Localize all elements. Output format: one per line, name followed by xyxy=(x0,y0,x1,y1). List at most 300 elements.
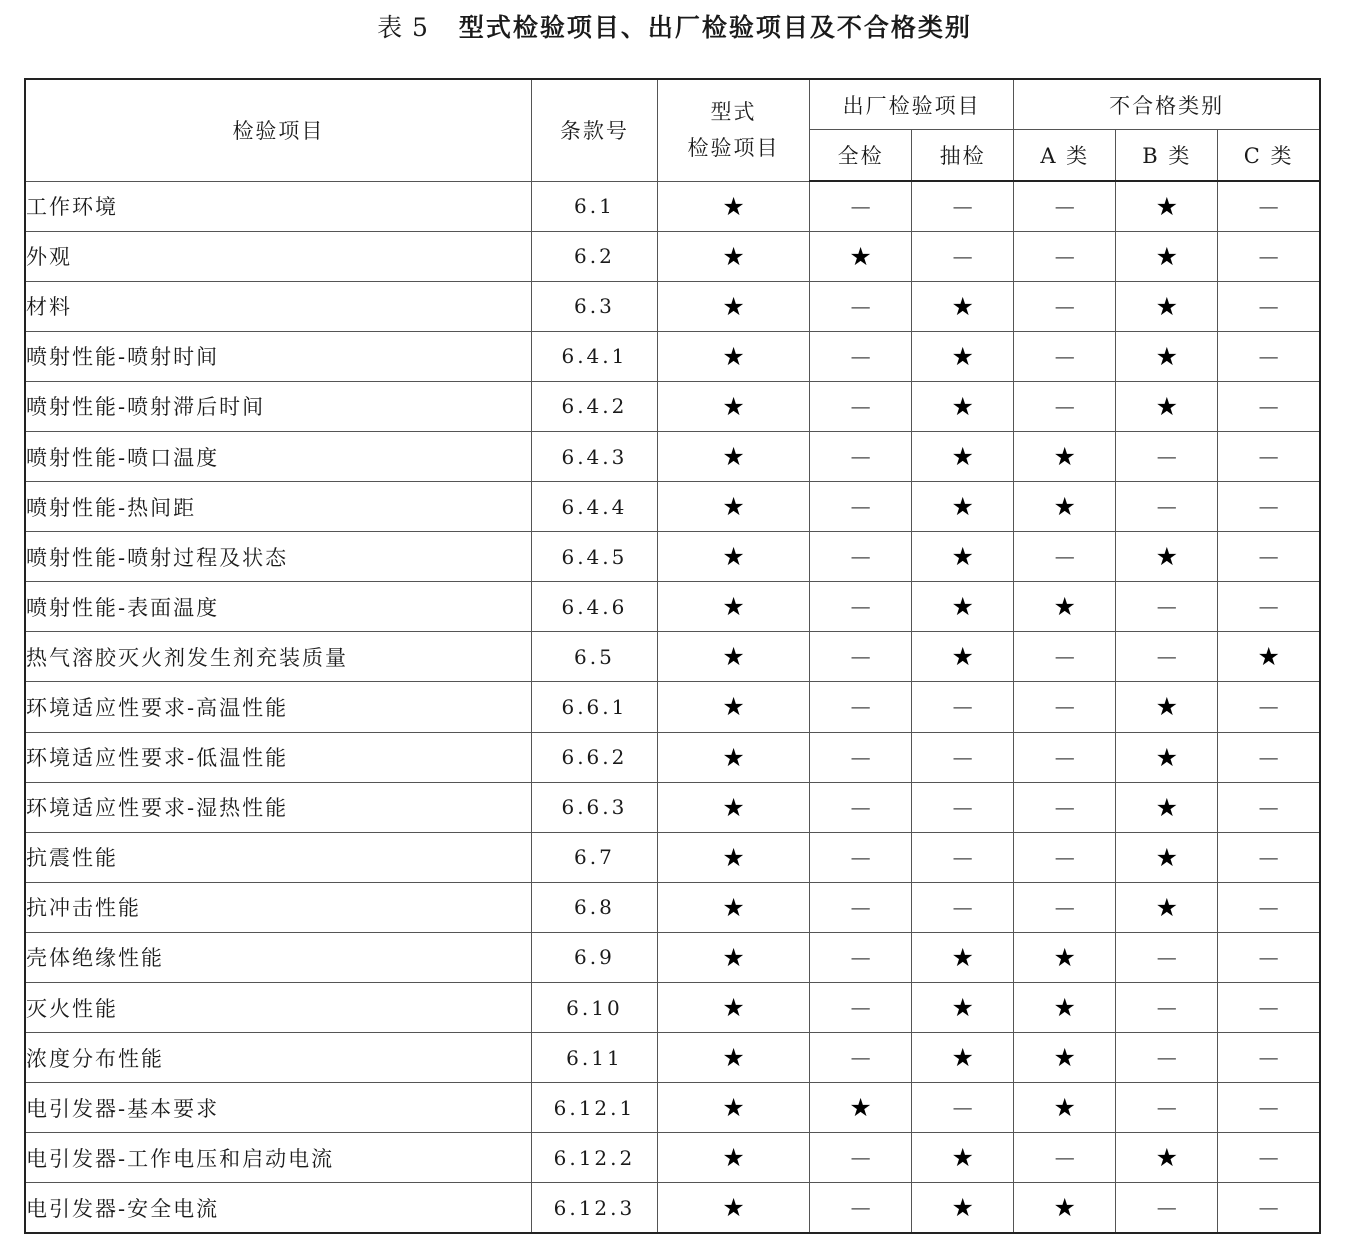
mark-type-test xyxy=(657,882,809,932)
mark-type-test xyxy=(657,782,809,832)
mark-sample-check xyxy=(912,682,1014,732)
dash-mark-icon: — xyxy=(952,794,973,819)
dash-mark-icon: — xyxy=(850,193,871,218)
mark-type-test xyxy=(657,331,809,381)
dash-mark-icon: — xyxy=(1258,744,1279,769)
mark-class-b xyxy=(1116,882,1218,932)
star-mark-icon: ★ xyxy=(722,993,745,1023)
dash-mark-icon: — xyxy=(850,444,871,469)
table-row xyxy=(25,832,1320,882)
star-mark-icon: ★ xyxy=(1155,542,1178,572)
table-row xyxy=(25,782,1320,832)
table-title: 型式检验项目、出厂检验项目及不合格类别 xyxy=(458,13,972,42)
star-mark-icon: ★ xyxy=(722,241,745,271)
dash-mark-icon: — xyxy=(1258,544,1279,569)
cell-clause: 6.8 xyxy=(531,882,657,932)
cell-clause: 6.7 xyxy=(531,832,657,882)
star-mark-icon: ★ xyxy=(951,993,974,1023)
dash-mark-icon: — xyxy=(1258,193,1279,218)
dash-mark-icon: — xyxy=(1156,1045,1177,1070)
cell-clause: 6.1 xyxy=(531,181,657,231)
mark-class-b xyxy=(1116,732,1218,782)
cell-clause: 6.9 xyxy=(531,932,657,982)
cell-item: 壳体绝缘性能 xyxy=(25,932,531,982)
dash-mark-icon: — xyxy=(850,594,871,619)
mark-class-a xyxy=(1014,1083,1116,1133)
mark-sample-check xyxy=(912,482,1014,532)
dash-mark-icon: — xyxy=(1054,393,1075,418)
cell-clause: 6.3 xyxy=(531,281,657,331)
cell-clause: 6.12.1 xyxy=(531,1083,657,1133)
mark-class-b xyxy=(1116,1133,1218,1183)
star-mark-icon: ★ xyxy=(1155,291,1178,321)
mark-sample-check xyxy=(912,1183,1014,1233)
dash-mark-icon: — xyxy=(1054,894,1075,919)
cell-item: 电引发器-安全电流 xyxy=(25,1183,531,1233)
dash-mark-icon: — xyxy=(1156,995,1177,1020)
mark-class-c xyxy=(1218,682,1320,732)
star-mark-icon: ★ xyxy=(722,892,745,922)
dash-mark-icon: — xyxy=(850,293,871,318)
cell-clause: 6.6.3 xyxy=(531,782,657,832)
mark-type-test xyxy=(657,732,809,782)
mark-full-check xyxy=(810,582,912,632)
mark-class-b xyxy=(1116,231,1218,281)
header-class-b: B 类 xyxy=(1116,130,1218,182)
table-row xyxy=(25,231,1320,281)
mark-class-a xyxy=(1014,983,1116,1033)
mark-class-c xyxy=(1218,1033,1320,1083)
dash-mark-icon: — xyxy=(1258,1045,1279,1070)
mark-class-b xyxy=(1116,983,1218,1033)
star-mark-icon: ★ xyxy=(951,291,974,321)
mark-class-a xyxy=(1014,532,1116,582)
table-row xyxy=(25,331,1320,381)
table-row xyxy=(25,1133,1320,1183)
mark-type-test xyxy=(657,1083,809,1133)
dash-mark-icon: — xyxy=(1258,343,1279,368)
mark-full-check xyxy=(810,181,912,231)
dash-mark-icon: — xyxy=(850,644,871,669)
dash-mark-icon: — xyxy=(1258,444,1279,469)
cell-item: 电引发器-基本要求 xyxy=(25,1083,531,1133)
star-mark-icon: ★ xyxy=(722,742,745,772)
star-mark-icon: ★ xyxy=(1155,1143,1178,1173)
star-mark-icon: ★ xyxy=(722,442,745,472)
mark-type-test xyxy=(657,1133,809,1183)
mark-class-b xyxy=(1116,932,1218,982)
mark-full-check xyxy=(810,431,912,481)
star-mark-icon: ★ xyxy=(1053,1043,1076,1073)
cell-clause: 6.6.2 xyxy=(531,732,657,782)
mark-class-a xyxy=(1014,1183,1116,1233)
mark-full-check xyxy=(810,381,912,431)
star-mark-icon: ★ xyxy=(722,642,745,672)
mark-full-check xyxy=(810,882,912,932)
mark-sample-check xyxy=(912,932,1014,982)
dash-mark-icon: — xyxy=(850,694,871,719)
mark-class-b xyxy=(1116,1033,1218,1083)
mark-type-test xyxy=(657,682,809,732)
star-mark-icon: ★ xyxy=(1155,792,1178,822)
star-mark-icon: ★ xyxy=(722,1043,745,1073)
cell-clause: 6.6.1 xyxy=(531,682,657,732)
table-row xyxy=(25,431,1320,481)
mark-class-a xyxy=(1014,281,1116,331)
mark-class-b xyxy=(1116,1183,1218,1233)
table-header xyxy=(25,79,1320,181)
star-mark-icon: ★ xyxy=(722,291,745,321)
dash-mark-icon: — xyxy=(1258,794,1279,819)
mark-type-test xyxy=(657,1183,809,1233)
mark-type-test xyxy=(657,231,809,281)
dash-mark-icon: — xyxy=(1258,1195,1279,1220)
dash-mark-icon: — xyxy=(1054,644,1075,669)
header-item: 检验项目 xyxy=(25,79,531,181)
dash-mark-icon: — xyxy=(850,393,871,418)
star-mark-icon: ★ xyxy=(1053,1193,1076,1223)
mark-class-b xyxy=(1116,381,1218,431)
mark-class-b xyxy=(1116,632,1218,682)
cell-item: 工作环境 xyxy=(25,181,531,231)
dash-mark-icon: — xyxy=(952,243,973,268)
mark-sample-check xyxy=(912,181,1014,231)
dash-mark-icon: — xyxy=(1258,844,1279,869)
dash-mark-icon: — xyxy=(1258,694,1279,719)
mark-type-test xyxy=(657,281,809,331)
header-class-a: A 类 xyxy=(1014,130,1116,182)
dash-mark-icon: — xyxy=(850,744,871,769)
mark-full-check xyxy=(810,732,912,782)
mark-class-c xyxy=(1218,431,1320,481)
dash-mark-icon: — xyxy=(1156,594,1177,619)
star-mark-icon: ★ xyxy=(722,592,745,622)
mark-class-c xyxy=(1218,532,1320,582)
cell-item: 喷射性能-热间距 xyxy=(25,482,531,532)
star-mark-icon: ★ xyxy=(1155,842,1178,872)
dash-mark-icon: — xyxy=(952,894,973,919)
dash-mark-icon: — xyxy=(1156,1095,1177,1120)
mark-class-b xyxy=(1116,1083,1218,1133)
mark-sample-check xyxy=(912,1133,1014,1183)
dash-mark-icon: — xyxy=(952,694,973,719)
mark-type-test xyxy=(657,381,809,431)
cell-clause: 6.11 xyxy=(531,1033,657,1083)
star-mark-icon: ★ xyxy=(951,942,974,972)
star-mark-icon: ★ xyxy=(1155,692,1178,722)
dash-mark-icon: — xyxy=(1258,393,1279,418)
mark-class-a xyxy=(1014,632,1116,682)
mark-type-test xyxy=(657,532,809,582)
dash-mark-icon: — xyxy=(1258,594,1279,619)
mark-class-a xyxy=(1014,331,1116,381)
dash-mark-icon: — xyxy=(952,744,973,769)
table-row xyxy=(25,632,1320,682)
dash-mark-icon: — xyxy=(1054,844,1075,869)
star-mark-icon: ★ xyxy=(951,492,974,522)
table-row xyxy=(25,932,1320,982)
star-mark-icon: ★ xyxy=(951,542,974,572)
cell-item: 抗震性能 xyxy=(25,832,531,882)
dash-mark-icon: — xyxy=(850,995,871,1020)
star-mark-icon: ★ xyxy=(1155,391,1178,421)
table-number: 表 5 xyxy=(377,13,429,42)
mark-class-c xyxy=(1218,632,1320,682)
mark-full-check xyxy=(810,983,912,1033)
mark-sample-check xyxy=(912,281,1014,331)
star-mark-icon: ★ xyxy=(722,1093,745,1123)
dash-mark-icon: — xyxy=(1156,494,1177,519)
star-mark-icon: ★ xyxy=(722,191,745,221)
mark-class-c xyxy=(1218,832,1320,882)
star-mark-icon: ★ xyxy=(722,1193,745,1223)
dash-mark-icon: — xyxy=(1054,794,1075,819)
mark-sample-check xyxy=(912,431,1014,481)
cell-item: 电引发器-工作电压和启动电流 xyxy=(25,1133,531,1183)
mark-class-c xyxy=(1218,181,1320,231)
cell-item: 外观 xyxy=(25,231,531,281)
mark-full-check xyxy=(810,1033,912,1083)
dash-mark-icon: — xyxy=(1258,1095,1279,1120)
mark-full-check xyxy=(810,1183,912,1233)
dash-mark-icon: — xyxy=(850,794,871,819)
mark-class-c xyxy=(1218,482,1320,532)
mark-full-check xyxy=(810,532,912,582)
mark-full-check xyxy=(810,482,912,532)
dash-mark-icon: — xyxy=(850,844,871,869)
dash-mark-icon: — xyxy=(1156,944,1177,969)
mark-class-c xyxy=(1218,1083,1320,1133)
dash-mark-icon: — xyxy=(850,544,871,569)
mark-class-a xyxy=(1014,682,1116,732)
mark-class-c xyxy=(1218,582,1320,632)
dash-mark-icon: — xyxy=(1156,444,1177,469)
header-sample-check: 抽检 xyxy=(912,130,1014,182)
dash-mark-icon: — xyxy=(850,1045,871,1070)
cell-clause: 6.5 xyxy=(531,632,657,682)
mark-class-c xyxy=(1218,1183,1320,1233)
cell-item: 喷射性能-喷口温度 xyxy=(25,431,531,481)
star-mark-icon: ★ xyxy=(1053,492,1076,522)
mark-full-check xyxy=(810,632,912,682)
cell-clause: 6.10 xyxy=(531,983,657,1033)
dash-mark-icon: — xyxy=(952,1095,973,1120)
mark-class-b xyxy=(1116,832,1218,882)
star-mark-icon: ★ xyxy=(722,492,745,522)
cell-item: 环境适应性要求-湿热性能 xyxy=(25,782,531,832)
mark-sample-check xyxy=(912,732,1014,782)
mark-class-a xyxy=(1014,732,1116,782)
star-mark-icon: ★ xyxy=(951,391,974,421)
mark-class-b xyxy=(1116,782,1218,832)
star-mark-icon: ★ xyxy=(1155,191,1178,221)
star-mark-icon: ★ xyxy=(1155,341,1178,371)
header-type-test-line2: 检验项目 xyxy=(687,136,780,161)
star-mark-icon: ★ xyxy=(1155,892,1178,922)
mark-type-test xyxy=(657,932,809,982)
inspection-table xyxy=(24,78,1321,1234)
table-row xyxy=(25,1083,1320,1133)
star-mark-icon: ★ xyxy=(722,792,745,822)
mark-type-test xyxy=(657,1033,809,1083)
star-mark-icon: ★ xyxy=(722,341,745,371)
mark-full-check xyxy=(810,1133,912,1183)
dash-mark-icon: — xyxy=(1258,1145,1279,1170)
dash-mark-icon: — xyxy=(1054,744,1075,769)
mark-full-check xyxy=(810,331,912,381)
mark-full-check xyxy=(810,1083,912,1133)
dash-mark-icon: — xyxy=(850,343,871,368)
star-mark-icon: ★ xyxy=(849,1093,872,1123)
dash-mark-icon: — xyxy=(1258,894,1279,919)
dash-mark-icon: — xyxy=(952,193,973,218)
mark-class-a xyxy=(1014,582,1116,632)
table-row xyxy=(25,983,1320,1033)
table-row xyxy=(25,281,1320,331)
dash-mark-icon: — xyxy=(1054,243,1075,268)
table-row xyxy=(25,482,1320,532)
header-type-test xyxy=(657,79,809,181)
table-row xyxy=(25,181,1320,231)
mark-sample-check xyxy=(912,632,1014,682)
star-mark-icon: ★ xyxy=(951,1193,974,1223)
cell-item: 喷射性能-喷射滞后时间 xyxy=(25,381,531,431)
mark-sample-check xyxy=(912,882,1014,932)
star-mark-icon: ★ xyxy=(722,542,745,572)
mark-full-check xyxy=(810,832,912,882)
cell-clause: 6.4.5 xyxy=(531,532,657,582)
star-mark-icon: ★ xyxy=(722,1143,745,1173)
star-mark-icon: ★ xyxy=(1257,642,1280,672)
dash-mark-icon: — xyxy=(850,494,871,519)
mark-full-check xyxy=(810,782,912,832)
mark-full-check xyxy=(810,281,912,331)
dash-mark-icon: — xyxy=(1258,293,1279,318)
cell-clause: 6.4.4 xyxy=(531,482,657,532)
header-full-check: 全检 xyxy=(810,130,912,182)
dash-mark-icon: — xyxy=(850,1195,871,1220)
mark-class-b xyxy=(1116,532,1218,582)
mark-class-b xyxy=(1116,181,1218,231)
dash-mark-icon: — xyxy=(1258,494,1279,519)
mark-type-test xyxy=(657,181,809,231)
mark-class-c xyxy=(1218,331,1320,381)
mark-class-a xyxy=(1014,381,1116,431)
cell-item: 环境适应性要求-低温性能 xyxy=(25,732,531,782)
cell-item: 喷射性能-喷射时间 xyxy=(25,331,531,381)
cell-item: 喷射性能-表面温度 xyxy=(25,582,531,632)
cell-clause: 6.4.6 xyxy=(531,582,657,632)
dash-mark-icon: — xyxy=(1054,1145,1075,1170)
mark-class-c xyxy=(1218,932,1320,982)
star-mark-icon: ★ xyxy=(1053,442,1076,472)
cell-clause: 6.4.1 xyxy=(531,331,657,381)
mark-class-a xyxy=(1014,882,1116,932)
cell-item: 环境适应性要求-高温性能 xyxy=(25,682,531,732)
mark-class-c xyxy=(1218,281,1320,331)
mark-full-check xyxy=(810,932,912,982)
mark-sample-check xyxy=(912,381,1014,431)
dash-mark-icon: — xyxy=(850,894,871,919)
mark-class-c xyxy=(1218,983,1320,1033)
cell-clause: 6.12.2 xyxy=(531,1133,657,1183)
star-mark-icon: ★ xyxy=(951,1043,974,1073)
star-mark-icon: ★ xyxy=(951,642,974,672)
cell-item: 抗冲击性能 xyxy=(25,882,531,932)
dash-mark-icon: — xyxy=(1258,995,1279,1020)
dash-mark-icon: — xyxy=(850,1145,871,1170)
dash-mark-icon: — xyxy=(1054,544,1075,569)
star-mark-icon: ★ xyxy=(951,1143,974,1173)
mark-class-a xyxy=(1014,181,1116,231)
header-factory-test: 出厂检验项目 xyxy=(810,79,1014,130)
mark-sample-check xyxy=(912,582,1014,632)
table-row xyxy=(25,532,1320,582)
star-mark-icon: ★ xyxy=(951,341,974,371)
mark-sample-check xyxy=(912,1083,1014,1133)
dash-mark-icon: — xyxy=(1054,694,1075,719)
cell-item: 热气溶胶灭火剂发生剂充装质量 xyxy=(25,632,531,682)
star-mark-icon: ★ xyxy=(1053,592,1076,622)
dash-mark-icon: — xyxy=(1054,193,1075,218)
mark-full-check xyxy=(810,682,912,732)
dash-mark-icon: — xyxy=(850,944,871,969)
mark-class-b xyxy=(1116,281,1218,331)
mark-type-test xyxy=(657,832,809,882)
star-mark-icon: ★ xyxy=(722,391,745,421)
table-row xyxy=(25,1033,1320,1083)
star-mark-icon: ★ xyxy=(722,692,745,722)
table-row xyxy=(25,682,1320,732)
star-mark-icon: ★ xyxy=(1155,742,1178,772)
mark-full-check xyxy=(810,231,912,281)
star-mark-icon: ★ xyxy=(722,942,745,972)
cell-clause: 6.2 xyxy=(531,231,657,281)
mark-class-a xyxy=(1014,1033,1116,1083)
mark-sample-check xyxy=(912,331,1014,381)
mark-sample-check xyxy=(912,1033,1014,1083)
table-row xyxy=(25,582,1320,632)
mark-type-test xyxy=(657,632,809,682)
cell-item: 浓度分布性能 xyxy=(25,1033,531,1083)
mark-class-a xyxy=(1014,231,1116,281)
mark-class-b xyxy=(1116,682,1218,732)
star-mark-icon: ★ xyxy=(951,442,974,472)
cell-clause: 6.4.2 xyxy=(531,381,657,431)
cell-item: 喷射性能-喷射过程及状态 xyxy=(25,532,531,582)
dash-mark-icon: — xyxy=(1156,1195,1177,1220)
mark-sample-check xyxy=(912,782,1014,832)
mark-class-a xyxy=(1014,932,1116,982)
mark-class-b xyxy=(1116,331,1218,381)
header-class-c: C 类 xyxy=(1218,130,1320,182)
star-mark-icon: ★ xyxy=(1053,1093,1076,1123)
star-mark-icon: ★ xyxy=(849,241,872,271)
star-mark-icon: ★ xyxy=(1053,942,1076,972)
dash-mark-icon: — xyxy=(1054,293,1075,318)
mark-type-test xyxy=(657,582,809,632)
mark-sample-check xyxy=(912,983,1014,1033)
table-row xyxy=(25,1183,1320,1233)
mark-sample-check xyxy=(912,532,1014,582)
mark-class-a xyxy=(1014,482,1116,532)
dash-mark-icon: — xyxy=(1258,243,1279,268)
mark-class-c xyxy=(1218,782,1320,832)
cell-item: 材料 xyxy=(25,281,531,331)
dash-mark-icon: — xyxy=(1258,944,1279,969)
mark-class-a xyxy=(1014,1133,1116,1183)
mark-type-test xyxy=(657,482,809,532)
